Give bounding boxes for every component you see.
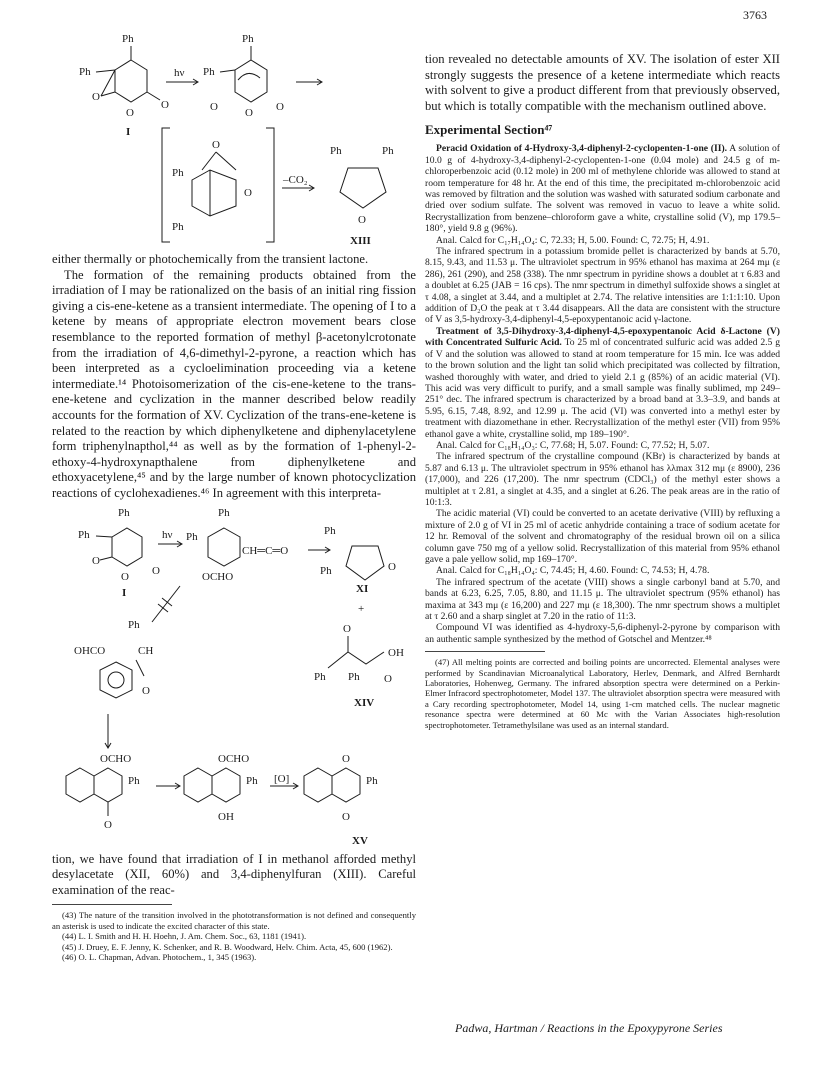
s2-ox-label: [O] [274, 772, 290, 785]
experimental-heading: Experimental Section⁴⁷ [425, 122, 553, 138]
s1-o-star-left: O [210, 101, 218, 113]
s2-ph-top-I: Ph [118, 506, 130, 519]
s2-ph-naph-2: Ph [246, 774, 258, 787]
s2-o-ring-I: O [121, 570, 129, 583]
s1-o-bridge: O [212, 139, 220, 151]
section-2-title: Treatment of 3,5-Dihydroxy-3,4-diphenyl-4,5-epoxypentanoic Acid δ-Lactone (V) with Concentrated Sulfuric Acid. [425, 325, 780, 349]
footnote-47: (47) All melting points are corrected and boiling points are uncorrected. Elemental analyses were performed by Scandinavian Microanalytical Laboratory, Herlev, Denmark, and Alfred Bernhardt Laboratories, Hohenweg, Germany. The infrared absorption spectra were determined on a Perkin-Elmer Infracord spectrophotometer, Model 137. The ultraviolet absorption spectra were measured with a Cary recording spectrophotometer, Model 14, using 1-cm matched cells. The nuclear magnetic resonance spectra were determined at 60 Mc with the Varian Associates high-resolution spectrophotometer. Tetramethylsilane was used as an internal standard. [425, 657, 780, 730]
s2-o-co-I: O [152, 564, 160, 577]
left-paragraph-3: tion, we have found that irradiation of I in methanol afforded methyl desylacetate (XII, 60%) and 3,4-diphenylfuran (XIII). Careful examination of the reac- [52, 851, 416, 897]
section-1-text: A solution of 10.0 g of 4-hydroxy-3,4-diphenyl-2-cyclopenten-1-one (0.04 mole) and 24.5 g of m-chloroperbenzoic acid (0.12 mole) in 200 ml of methylene chloride was allowed to stand at room temperature for 48 hr. At the end of this time, the precipitated m-chlorobenzoic acid was removed by filtration and the solution was washed with saturated sodium carbonate and dried over sodium sulfate. The solvent was removed in vacuo to leave a white solid. Recrystallization from benzene–chloroform gave a white, crystalline solid (V), mp 179.5–180°, yield 9.8 g (96%). [425, 143, 780, 235]
s2-ph-left-ketene: Ph [186, 530, 198, 543]
section-2-acetate: The acidic material (VI) could be converted to an acetate derivative (VIII) by refluxing a mixture of 2.0 g of VI in 25 ml of acetic anhydride containing a trace of sodium acetate for 12 hr. Removal of the solvent and chromatography of the residual brown oil on a silica column gave 750 mg of a yellow solid. Recrystallization of this material from 95% ethanol gave a pale yellow solid, mp 169–170°. [425, 508, 780, 565]
section-2-text: To 25 ml of concentrated sulfuric acid was added 2.5 g of V and the solution was allowed to stand at room temperature for 15 min. Ice was added to the brown solution and the light tan solid which precipitated was collected by filtration, washed thoroughly with water, and dried to yield 2.1 g (85%) of an acidic material (VI). This acid was very difficult to purify, and a small sample was finally sublimed, mp 249–251° dec. The infrared spectrum is characterized by a broad band at 3.3–3.9, and bands at 5.95, 6.15, 7.48, 8.92, and 12.99 μ. The acid (VI) was converted into a methyl ester by treatment with diazomethane in ether. Recrystallization of the methyl ester (VII) from 95% ethanol gave a white, crystalline solid, mp 189–190°. [425, 337, 780, 440]
s1-ph-top-1: Ph [122, 33, 134, 45]
right-paragraph-1: tion revealed no detectable amounts of XV. The isolation of ester XII strongly suggests the presence of a ketene intermediate which reacts with solvent to give a product different from that previously observed, but which is totally compatible with the mechanism outlined above. [425, 52, 780, 113]
left-paragraph-2: The formation of the remaining products obtained from the irradiation of I may be rationalized on the basis of an initial ring fission giving a cis-ene-ketene as a transient intermediate. The opening of I to a ketene by means of appropriate electron movement bears close resemblance to the reported formation of methyl β-acetonylcrotonate from the irradiation of 4,6-dimethyl-2-pyrone, a reaction which has been interpreted as a cycloelimination proceeding via a ketene intermediate.¹⁴ Photoisomerization of the cis-ene-ketene to the trans-ene-ketene and cyclization in the manner described below readily accounts for the formation of XV. Cyclization of the trans-ene-ketene is related to the reaction by which diphenylketene and diphenylacetylene form triphenylnapthol,⁴⁴ as well as by the formation of 1-phenyl-2-ethoxy-4-hydroxynapthalene from diphenylketene and ethoxyacetylene,⁴⁵ and by the large number of known photocyclization reactions of cyclohexadienes.⁴⁶ In agreement with this interpreta- [52, 267, 416, 500]
section-1-title: Peracid Oxidation of 4-Hydroxy-3,4-diphenyl-2-cyclopenten-1-one (II). [436, 143, 728, 155]
right-footnote-rule [425, 651, 545, 652]
s2-label-XV: XV [352, 834, 368, 847]
s1-label-I: I [126, 126, 131, 138]
s2-ph-naph-1: Ph [128, 774, 140, 787]
s2-ph-left-I: Ph [78, 528, 90, 541]
page-footer: Padwa, Hartman / Reactions in the Epoxypyrone Series [455, 1021, 723, 1035]
s2-ph-XI-1: Ph [324, 524, 336, 537]
s1-ph-left-2: Ph [203, 66, 215, 78]
s2-ph-trans: Ph [128, 618, 140, 631]
section-1-analysis: Anal. Calcd for C₁₇H₁₄O₄: C, 72.33; H, 5.00. Found: C, 72.75; H, 4.91. [436, 234, 710, 246]
s2-ocho-ketene: OCHO [202, 570, 234, 583]
s2-o-naph-1: O [104, 818, 112, 831]
right-column [425, 52, 780, 730]
footnote-43: (43) The nature of the transition involved in the phototransformation is not defined and consequently an asterisk is used to indicate the excited character of this state. [52, 910, 416, 931]
s2-o-XIV-1: O [343, 622, 351, 635]
s2-ocho-naph-1: OCHO [100, 752, 132, 765]
footnote-46: (46) O. L. Chapman, Advan. Photochem., 1, 345 (1963). [62, 951, 257, 962]
s2-o-XI: O [388, 560, 396, 573]
footnote-rule [52, 904, 172, 905]
s1-label-XIII: XIII [350, 235, 371, 247]
page-number: 3763 [743, 8, 767, 22]
section-2-analysis-2: Anal. Calcd for C₁₈H₁₄O₄: C, 74.45; H, 4.60. Found: C, 74.53; H, 4.78. [436, 565, 710, 577]
s2-plus: + [358, 602, 365, 615]
s2-ohco-trans: OHCO [74, 644, 106, 657]
section-1-paragraph [425, 143, 780, 234]
s2-ph-top-ketene: Ph [218, 506, 230, 519]
s1-hv-label: hν [174, 67, 185, 79]
s1-ph-left-1: Ph [79, 66, 91, 78]
section-2-identification: Compound VI was identified as 4-hydroxy-5,6-diphenyl-2-pyrone by comparison with an authentic sample synthesized by the method of Gotschel and Mentzer.⁴⁸ [425, 622, 780, 645]
s2-ch-trans: CH [138, 644, 154, 657]
s1-o-epoxide-1: O [92, 91, 100, 103]
s2-hv-label: hν [162, 528, 173, 541]
s1-o-bridge-carbonyl: O [244, 187, 252, 199]
s1-o-carbonyl-1: O [161, 99, 169, 111]
s1-o-star-right: O [276, 101, 284, 113]
footnote-45: (45) J. Druey, E. F. Jenny, K. Schenker, and R. B. Woodward, Helv. Chim. Acta, 45, 600 (1962). [62, 941, 393, 952]
scheme-1-figure [52, 30, 416, 252]
s2-o-trans: O [142, 684, 150, 697]
s1-ph-top-2: Ph [242, 33, 254, 45]
s1-o-ring-2: O [245, 107, 253, 119]
s2-label-I: I [122, 586, 127, 599]
section-2-paragraph [425, 326, 780, 440]
s2-ph-XI-2: Ph [320, 564, 332, 577]
s2-label-XI: XI [356, 582, 369, 595]
s1-ph-bridge-1: Ph [172, 167, 184, 179]
s2-ph-XIV-1: Ph [314, 670, 326, 683]
section-2-acetate-spectra: The infrared spectrum of the acetate (VIII) shows a single carbonyl band at 5.70, and bands at 6.23, 6.25, 7.05, 8.80, and 11.15 μ. The ultraviolet spectrum (95% ethanol) has maxima at 343 mμ (ε 16,200) and 227 mμ (ε 18,300). The nmr spectrum shows a multiplet at τ 2.60 and a sharp singlet at 7.20 in the ratio of 11:3. [425, 576, 780, 623]
section-2-analysis: Anal. Calcd for C₁₈H₁₄O₃: C, 77.68; H, 5.07. Found: C, 77.52; H, 5.07. [436, 439, 710, 451]
s1-co2-label: –CO₂ [283, 174, 308, 186]
section-1-spectra: The infrared spectrum in a potassium bromide pellet is characterized by bands at 5.70, 8.15, 9.43, and 11.53 μ. The ultraviolet spectrum in 95% ethanol has maxima at 264 mμ (ε 286), 261 (290), and 258 (338). The nmr spectrum in pyridine shows a doublet at τ 6.83 and a doublet at 6.25 (JAB = 16 cps). The nmr spectrum in dimethyl sulfoxide shows a singlet at τ 4.08, a singlet at 3.44, and a multiplet at 2.74. The relative intensities are 1:1:1:10. Upon addition of D₂O the peak at τ 3.44 disappears. All the data are consistent with the structure of V as 3,5-hydroxy-3,4-diphenyl-4,5-epoxypentanoic acid γ-lactone. [425, 246, 780, 326]
s1-ph-furan-2: Ph [382, 145, 394, 157]
s1-ph-bridge-2: Ph [172, 221, 184, 233]
section-2-spectra: The infrared spectrum of the crystalline compound (KBr) is characterized by bands at 5.87 and 6.13 μ. The ultraviolet spectrum in 95% ethanol has λλmax 312 mμ (ε 8900), 236 (17,000), and 226 (17,200). The nmr spectrum (CDCl₃) of the methyl ester shows a multiplet at τ 2.81, a singlet at 4.35, and a singlet at 6.26. The peak areas are in the ratio of 10:1:3. [425, 451, 780, 508]
s2-oh-naph-2: OH [218, 810, 234, 823]
s2-ph-XV: Ph [366, 774, 378, 787]
s2-ketene-text: CH═C═O [242, 544, 289, 557]
scheme-2-figure [52, 504, 416, 852]
s1-o-ring-1: O [126, 107, 134, 119]
s2-o-XV-1: O [342, 752, 350, 765]
s2-o-epox-I: O [92, 554, 100, 567]
s2-ph-XIV-2: Ph [348, 670, 360, 683]
s2-oh-XIV: OH [388, 646, 404, 659]
s1-o-furan: O [358, 214, 366, 226]
s2-o-XIV-2: O [384, 672, 392, 685]
s2-label-XIV: XIV [354, 696, 375, 709]
s2-ocho-naph-2: OCHO [218, 752, 250, 765]
footnote-44: (44) L. I. Smith and H. H. Hoehn, J. Am. Chem. Soc., 63, 1181 (1941). [62, 931, 307, 942]
s1-ph-furan-1: Ph [330, 145, 342, 157]
left-column [52, 30, 416, 962]
left-paragraph-1: either thermally or photochemically from the transient lactone. [52, 252, 369, 266]
s2-o-XV-2: O [342, 810, 350, 823]
